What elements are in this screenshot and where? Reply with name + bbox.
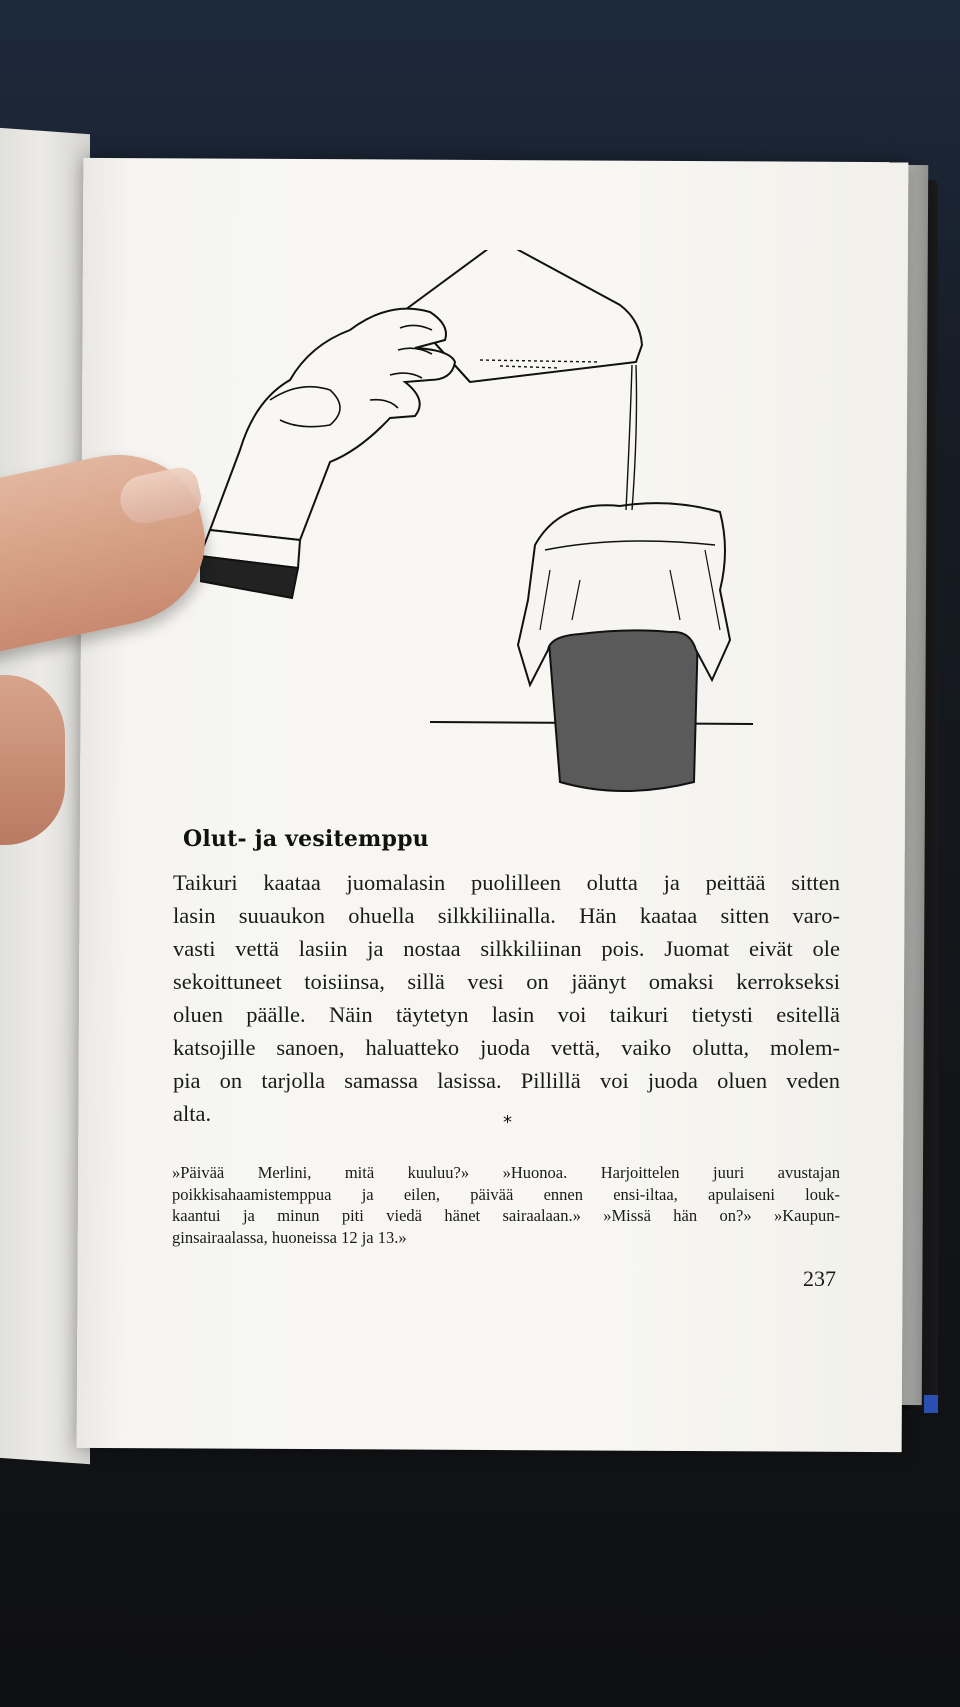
body-line: lasin suuaukon ohuella silkkiliinalla. Hän kaataa sitten varo- — [173, 903, 840, 928]
footnote-line: ginsairaalassa, huoneissa 12 ja 13.» — [172, 1227, 407, 1247]
section-title: Olut- ja vesitemppu — [183, 826, 429, 852]
footnote-joke — [172, 1162, 840, 1248]
body-line: sekoittuneet toisiinsa, sillä vesi on jäänyt omaksi kerrokseksi — [173, 969, 840, 994]
hand-icon — [210, 309, 455, 540]
body-line: vasti vettä lasiin ja nostaa silkkiliinan pois. Juomat eivät ole — [173, 936, 840, 961]
body-line: oluen päälle. Näin täytetyn lasin voi taikuri tietysti esitellä — [173, 1002, 840, 1027]
page-number: 237 — [803, 1266, 836, 1291]
body-paragraph — [173, 866, 840, 1130]
cup-icon — [548, 623, 698, 791]
body-line: pia on tarjolla samassa lasissa. Pillillä voi juoda oluen veden — [173, 1068, 840, 1093]
stream-icon — [626, 365, 637, 510]
body-line: katsojille sanoen, haluatteko juoda vettä, vaiko olutta, molem- — [173, 1035, 840, 1060]
separator-asterisk: * — [503, 1112, 512, 1133]
footnote-line: poikkisahaamistemppua ja eilen, päivää ennen ensi-iltaa, apulaiseni louk- — [172, 1184, 840, 1204]
body-line: Taikuri kaataa juomalasin puolilleen olutta ja peittää sitten — [173, 870, 840, 895]
cover-edge — [924, 1395, 938, 1413]
body-line: alta. — [173, 1101, 212, 1126]
footnote-line: kaantui ja minun piti viedä hänet sairaalaan.» »Missä hän on?» »Kaupun- — [172, 1206, 840, 1225]
footnote-line: »Päivää Merlini, mitä kuuluu?» »Huonoa. Harjoittelen juuri avustajan — [172, 1163, 840, 1182]
pouring-illustration — [200, 250, 780, 810]
